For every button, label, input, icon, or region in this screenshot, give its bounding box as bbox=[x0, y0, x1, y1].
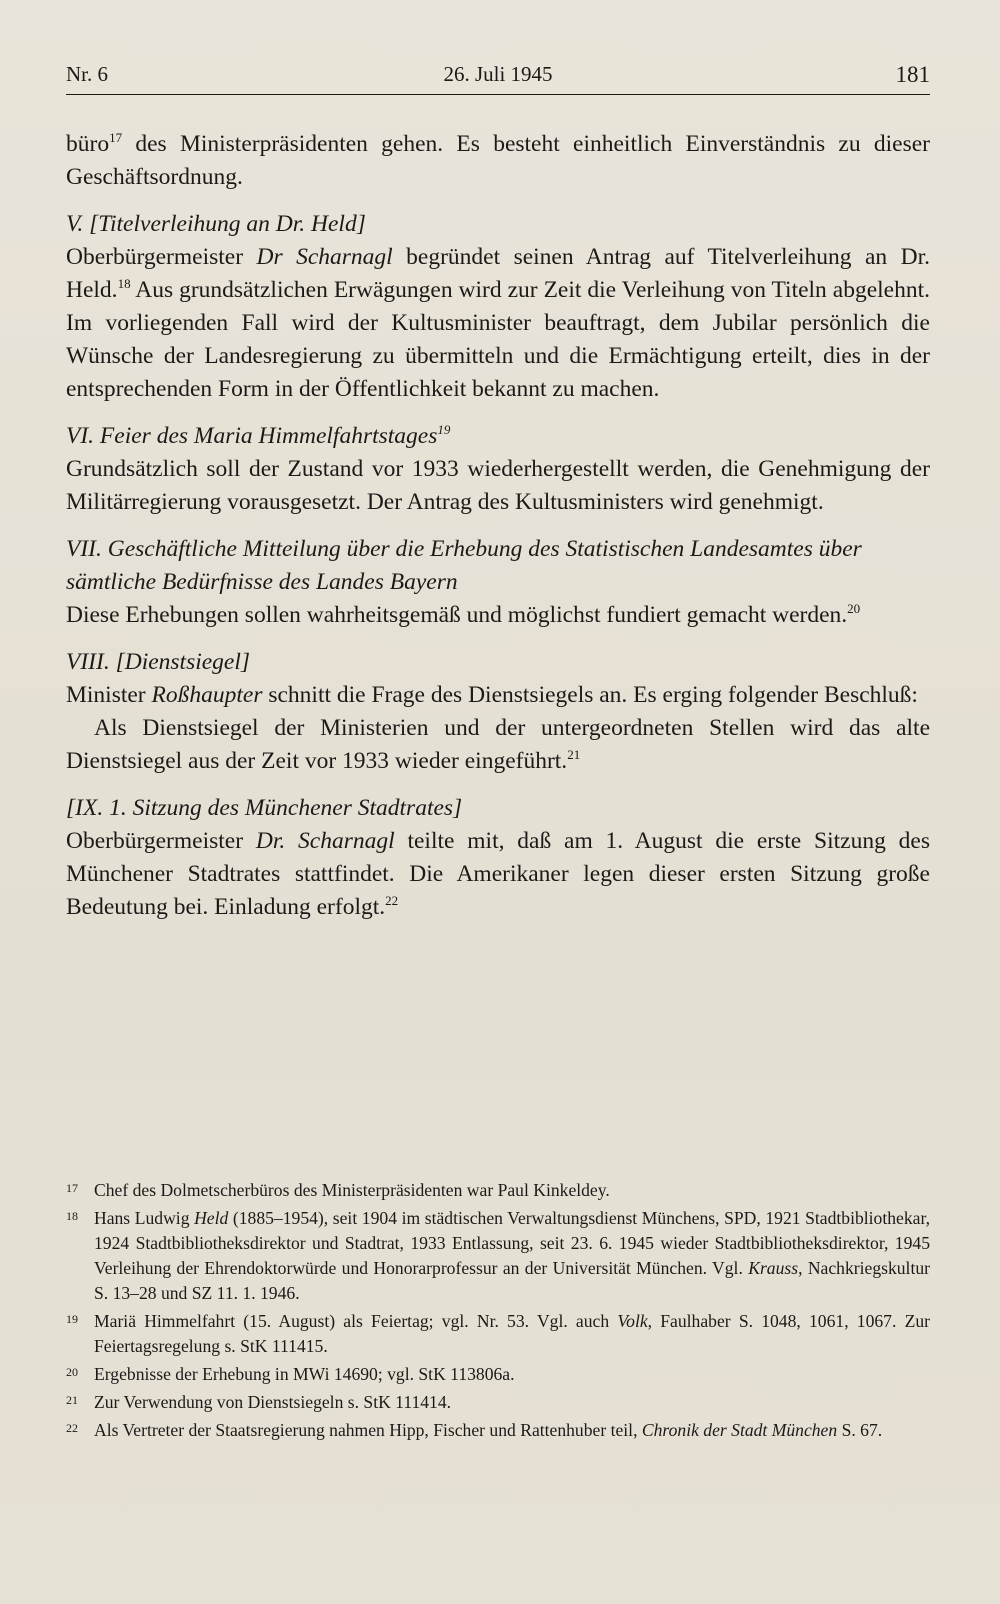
footnote-number: 17 bbox=[66, 1181, 78, 1195]
footnote-17: 17 Chef des Dolmetscherbüros des Ministerpräsidenten war Paul Kinkeldey. bbox=[66, 1178, 930, 1203]
footnote-ref: 21 bbox=[567, 747, 581, 762]
paragraph: Diese Erhebungen sollen wahrheitsgemäß und möglichst fundiert gemacht werden.$^{20}$ bbox=[66, 601, 861, 628]
footnote-number: 20 bbox=[66, 1365, 78, 1379]
paragraph: büro$^{17}$ des Ministerpräsidenten gehen. Es besteht einheitlich Einverständnis zu dieser Geschäftsordnung. bbox=[66, 130, 930, 190]
paragraph: Oberbürgermeister Dr Scharnagl begründet seinen Antrag auf Titelverleihung an Dr. Held.$^{18}$ Aus grundsätzlichen Erwägungen wird zur Zeit die Verleihung von Titeln abgelehnt. Im vorliegenden Fall wird der Kultusminister beauftragt, dem Jubilar persönlich die Wünsche der Landesregierung zu übermitteln und die Ermächtigung erteilt, dies in der entsprechenden Form in der Öffentlichkeit bekannt zu machen. bbox=[66, 244, 931, 402]
paragraph: Grundsätzlich soll der Zustand vor 1933 wiederhergestellt werden, die Genehmigung der Militärregierung vorausgesetzt. Der Antrag des Kultusministers wird genehmigt. bbox=[66, 456, 930, 515]
footnote-ref: 19 bbox=[437, 422, 451, 437]
footnote-21: 21 Zur Verwendung von Dienstsiegeln s. StK 111414. bbox=[66, 1390, 930, 1415]
footnote-19: 19 Mariä Himmelfahrt (15. August) als Feiertag; vgl. Nr. 53. Vgl. auch Volk, Faulhaber S. 1048, 1061, 1067. Zur Feiertagsregelung s. StK 111415. bbox=[66, 1309, 930, 1359]
footnote-ref: 20 bbox=[847, 601, 861, 616]
footnote-18: 18 Hans Ludwig Held (1885–1954), seit 1904 im städtischen Verwaltungsdienst Münchens, SPD, 1921 Stadtbibliothekar, 1924 Stadtbibliotheksdirektor und Stadtrat, 1933 Entlassung, seit 23. 6. 1945 wieder Stadtbibliotheksdirektor, 1945 Verleihung der Ehrendoktorwürde und Honorarprofessur an der Universität München. Vgl. Krauss, Nachkriegskultur S. 13–28 und SZ 11. 1. 1946. bbox=[66, 1206, 930, 1306]
footnote-number: 21 bbox=[66, 1393, 78, 1407]
footnote-22: 22 Als Vertreter der Staatsregierung nahmen Hipp, Fischer und Rattenhuber teil, Chronik der Stadt München S. 67. bbox=[66, 1418, 930, 1443]
main-text bbox=[66, 128, 930, 924]
footnotes bbox=[66, 1178, 930, 1446]
section-heading-vii: VII. Geschäftliche Mitteilung über die Erhebung des Statistischen Landesamtes über sämtliche Bedürfnisse des Landes Bayern bbox=[66, 536, 862, 595]
section-heading-vi: VI. Feier des Maria Himmelfahrtstages$^{19}$ bbox=[66, 422, 451, 449]
header-rule bbox=[66, 94, 930, 95]
footnote-20: 20 Ergebnisse der Erhebung in MWi 14690; vgl. StK 113806a. bbox=[66, 1362, 930, 1387]
paragraph: Oberbürgermeister Dr. Scharnagl teilte mit, daß am 1. August die erste Sitzung des Münchener Stadtrates stattfindet. Die Amerikaner legen dieser ersten Sitzung große Bedeutung bei. Einladung erfolgt.$^{22}$ bbox=[66, 828, 930, 920]
footnote-number: 22 bbox=[66, 1421, 78, 1435]
section-heading-ix: [IX. 1. Sitzung des Münchener Stadtrates] bbox=[66, 795, 463, 821]
paragraph-resolution: Als Dienstsiegel der Ministerien und der untergeordneten Stellen wird das alte Dienstsiegel aus der Zeit vor 1933 wieder eingeführt.$^{21}$ bbox=[66, 715, 930, 774]
page-number: 181 bbox=[895, 62, 930, 87]
header-issue-number: Nr. 6 bbox=[66, 62, 108, 86]
footnote-number: 18 bbox=[66, 1209, 78, 1223]
section-heading-viii: VIII. [Dienstsiegel] bbox=[66, 649, 251, 675]
footnote-ref: 22 bbox=[385, 893, 399, 908]
footnote-ref: 18 bbox=[117, 276, 131, 291]
header-date: 26. Juli 1945 bbox=[443, 62, 553, 86]
paragraph: Minister Roßhaupter schnitt die Frage des Dienstsiegels an. Es erging folgender Beschluß: bbox=[66, 682, 918, 708]
section-heading-v: V. [Titelverleihung an Dr. Held] bbox=[66, 211, 366, 237]
running-header bbox=[66, 58, 930, 94]
footnote-ref: 17 bbox=[109, 130, 123, 145]
footnote-number: 19 bbox=[66, 1312, 78, 1326]
